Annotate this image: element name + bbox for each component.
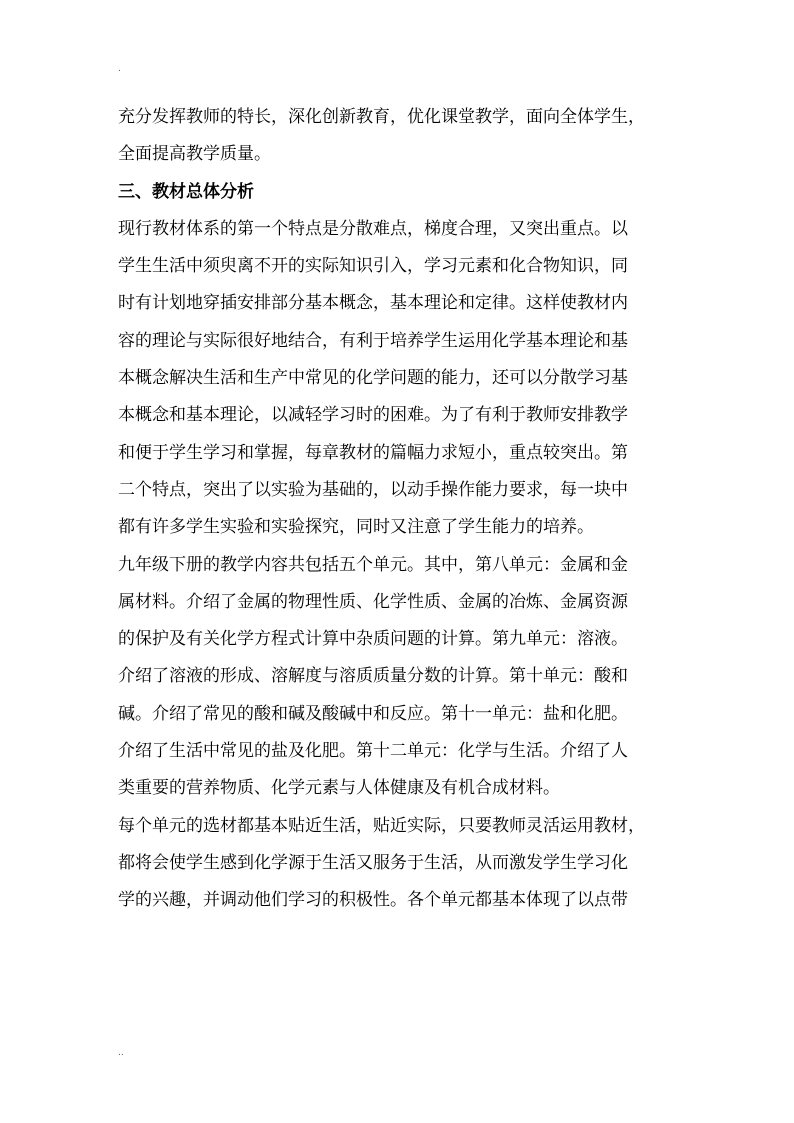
document-body [118, 99, 678, 920]
section-heading-textbook-analysis: 三、教材总体分析 [118, 181, 254, 202]
header-mark: . [118, 64, 121, 74]
paragraph-grade9-content: 九年级下册的教学内容共包括五个单元。其中，第八单元：金属和金 属材料。介绍了金属的物理性质、化学性质、金属的冶炼、金属资源 的保护及有关化学方程式计算中杂质问题的计算。第九单元：溶液。 介绍了溶液的形成、溶解度与溶质质量分数的计算。第十单元：酸和 碱。介绍了常见的酸和碱及酸碱中和反应。第十一单元：盐和化肥。 介绍了生活中常见的盐及化肥。第十二单元：化学与生活。介绍了人 类重要的营养物质、化学元素与人体健康及有机合成材料。 [118, 554, 628, 799]
paragraph-textbook-features: 现行教材体系的第一个特点是分散难点，梯度合理，又突出重点。以 学生生活中须臾离不开的实际知识引入，学习元素和化合物知识，同 时有计划地穿插安排部分基本概念，基本理论和定律。这样使教材内 容的理论与实际很好地结合，有利于培养学生运用化学基本理论和基 本概念解决生活和生产中常见的化学问题的能力，还可以分散学习基 本概念和基本理论，以减轻学习时的困难。为了有利于教师安排教学 和便于学生学习和掌握，每章教材的篇幅力求短小，重点较突出。第 二个特点，突出了以实验为基础的，以动手操作能力要求，每一块中 都有许多学生实验和实验探究，同时又注意了学生能力的培养。 [118, 218, 628, 538]
footer-mark: .. [118, 1048, 124, 1058]
paragraph-unit-materials: 每个单元的选材都基本贴近生活，贴近实际，只要教师灵活运用教材， 都将会使学生感到化学源于生活又服务于生活，从而激发学生学习化 学的兴趣，并调动他们学习的积极性。各个单元都基本体现了以点带 [118, 815, 645, 911]
paragraph-intro-continuation: 充分发挥教师的特长，深化创新教育，优化课堂教学，面向全体学生， 全面提高教学质量。 [118, 107, 645, 165]
